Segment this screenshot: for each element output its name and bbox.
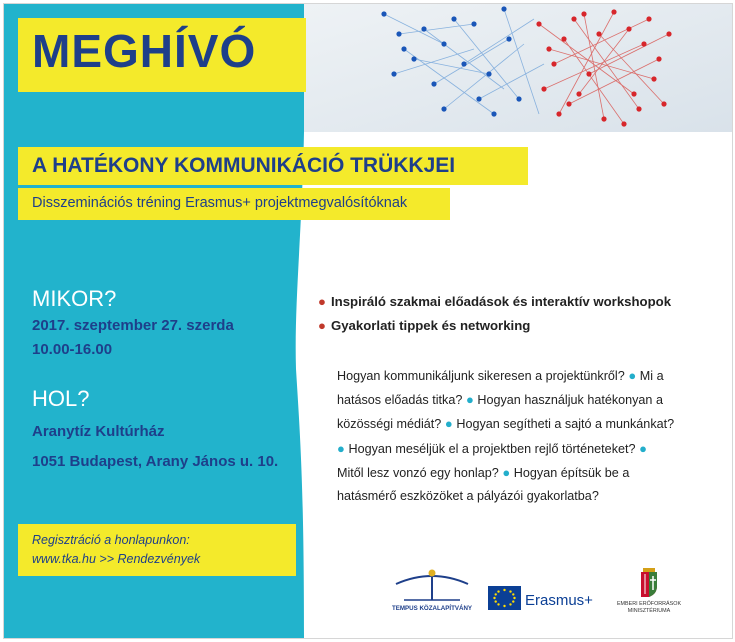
teal-dot-icon: ● [441, 416, 457, 432]
teal-dot-icon: ● [635, 440, 647, 456]
erasmus-logo [488, 586, 600, 612]
question-item: Hogyan használjuk hatékonyan a közösségi médiát? [337, 393, 663, 432]
question-item: Hogyan kommunikáljunk sikeresen a projektünkről? [337, 369, 625, 383]
question-item: Hogyan segítheti a sajtó a munkánkat? [456, 417, 675, 432]
bullet-item: ● Gyakorlati tippek és networking [318, 318, 531, 333]
ministry-logo [612, 566, 686, 616]
tempus-logo-text: TEMPUS KÖZALAPÍTVÁNY [391, 605, 473, 612]
ministry-logo-text-1: EMBERI ERŐFORRÁSOK [616, 601, 682, 607]
bullet-dot-icon: ● [318, 294, 326, 309]
question-item: Mi a hatásos előadás titka? [337, 369, 664, 408]
tempus-logo [390, 564, 474, 614]
event-subtitle: Disszeminációs tréning Erasmus+ projektmegvalósítóknak [32, 195, 408, 211]
where-heading: HOL? [32, 386, 90, 411]
teal-dot-icon: ● [462, 392, 478, 408]
registration-label: Regisztráció a honlapunkon: [32, 533, 190, 547]
when-heading: MIKOR? [32, 286, 117, 311]
event-venue: Aranytíz Kultúrház [32, 423, 165, 440]
event-title: A HATÉKONY KOMMUNIKÁCIÓ TRÜKKJEI [32, 154, 456, 177]
questions-paragraph [337, 364, 677, 508]
invitation-card [3, 3, 733, 639]
teal-dot-icon: ● [337, 440, 349, 456]
event-date: 2017. szeptember 27. szerda [32, 317, 234, 334]
question-item: Mitől lesz vonzó egy honlap? [337, 465, 499, 480]
registration-info [32, 531, 200, 569]
bullet-item: ● Inspiráló szakmai előadások és interaktív workshopok [318, 294, 672, 309]
teal-dot-icon: ● [498, 464, 514, 480]
teal-dot-icon: ● [624, 368, 640, 383]
event-time: 10.00-16.00 [32, 341, 113, 358]
page-title: MEGHÍVÓ [32, 25, 257, 77]
bullet-dot-icon: ● [318, 318, 326, 333]
network-photo [304, 4, 732, 132]
question-item: Hogyan építsük be a hatásmérő eszközöket a pályázói gyakorlatba? [337, 465, 630, 504]
program-bullets [318, 294, 671, 342]
erasmus-logo-text: Erasmus+ [525, 592, 593, 609]
ministry-logo-text-2: MINISZTÉRIUMA [627, 608, 671, 614]
registration-link[interactable]: www.tka.hu >> Rendezvények [32, 552, 201, 566]
question-item: Hogyan meséljük el a projektben rejlő történeteket? [348, 441, 636, 456]
event-address: 1051 Budapest, Arany János u. 10. [32, 453, 279, 470]
